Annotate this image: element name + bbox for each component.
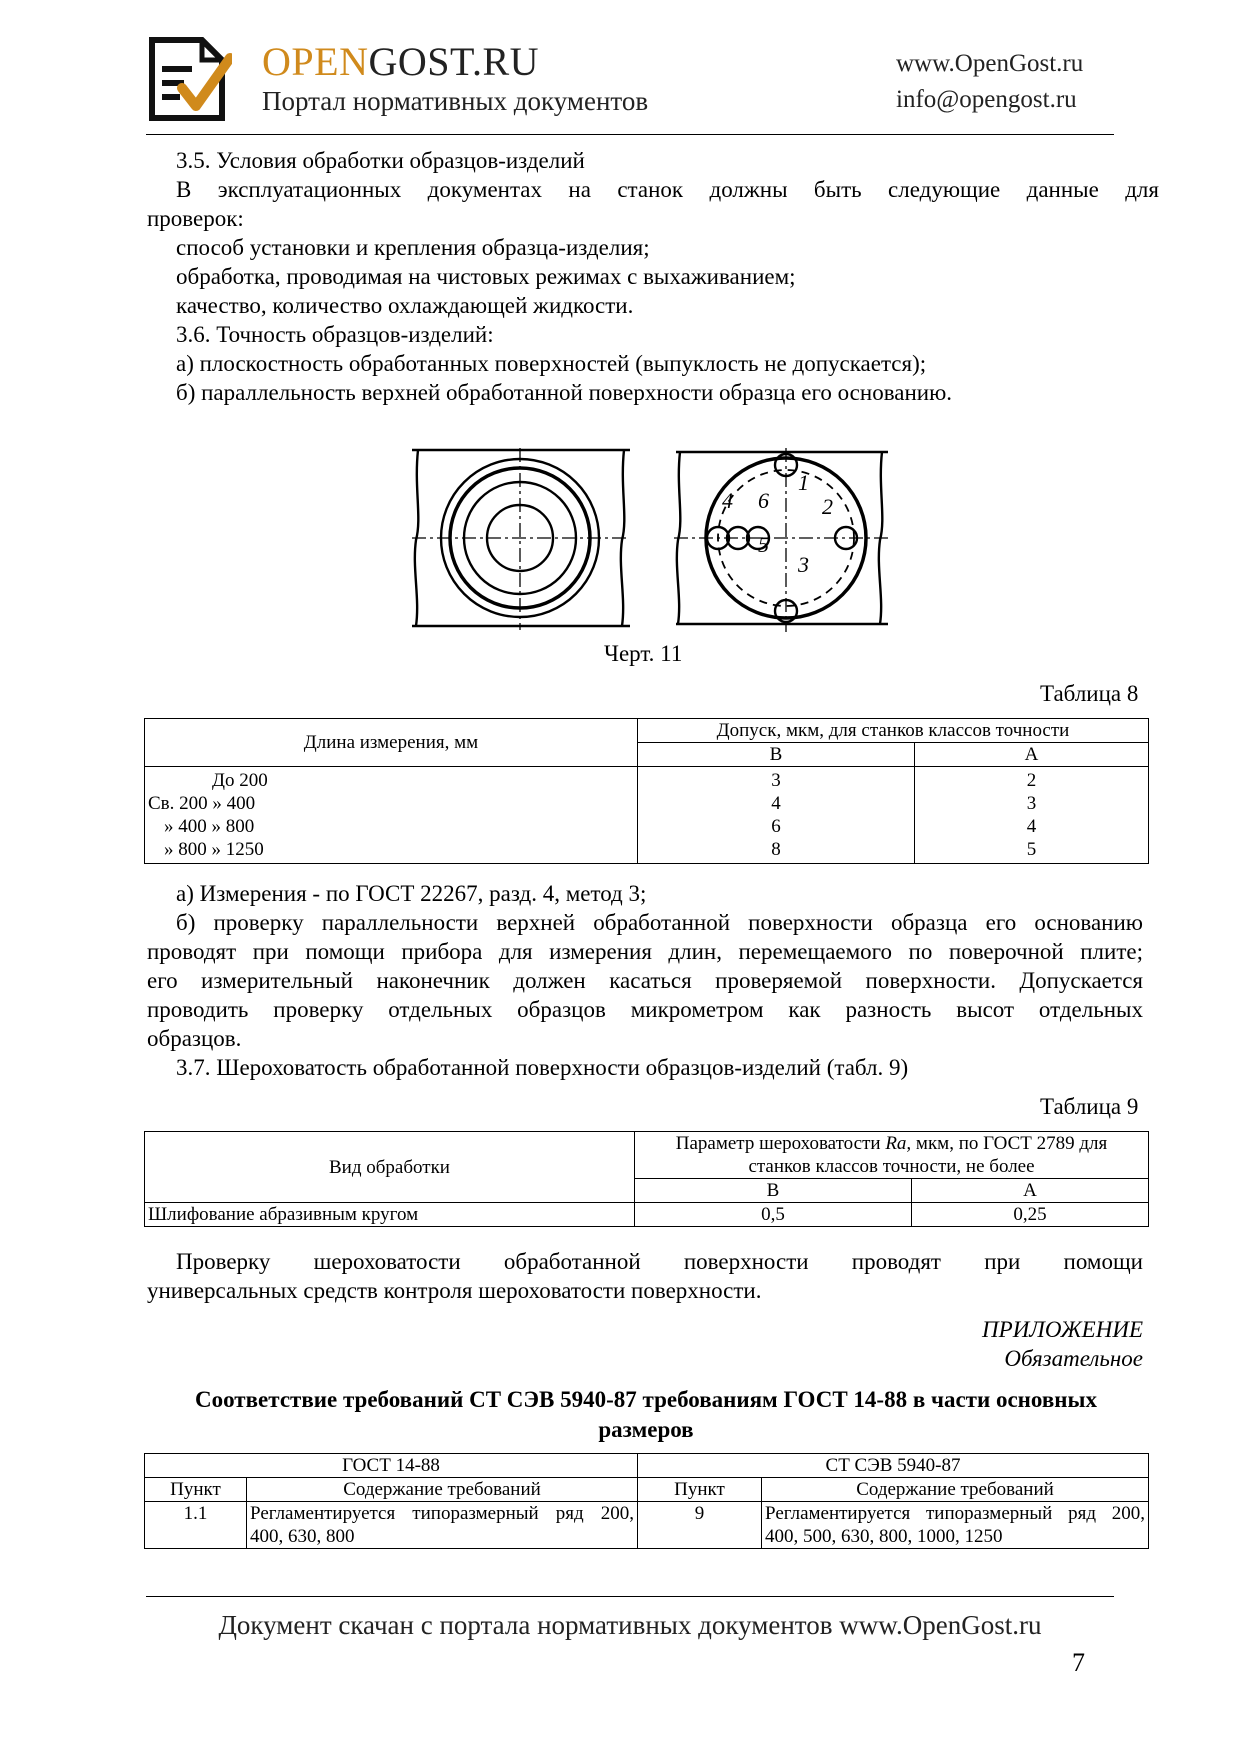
section-3-6-item-a: а) плоскостность обработанных поверхностей (выпуклость не допускается);: [176, 351, 927, 376]
figure-label-4: 4: [722, 488, 733, 513]
table-9-class-b: В: [635, 1179, 912, 1203]
section-3-7-title: 3.7. Шероховатость обработанной поверхности образцов-изделий (табл. 9): [176, 1055, 909, 1080]
table-9-row-b: 0,5: [635, 1203, 912, 1227]
appendix-gost-content-header: Содержание требований: [247, 1478, 638, 1502]
table-9-param-text-1: Параметр шероховатости: [675, 1133, 886, 1154]
header-divider: [146, 134, 1114, 135]
appendix-sev-content-header: Содержание требований: [762, 1478, 1149, 1502]
page-number: 7: [1072, 1648, 1085, 1677]
table-9-row-a: 0,25: [912, 1203, 1149, 1227]
table-8-a-2: 4: [1026, 816, 1037, 837]
table-8-class-b: В: [638, 743, 915, 767]
table-8-a-1: 3: [1026, 793, 1037, 814]
measure-item-b-line-3: его измерительный наконечник должен касаться проверяемой поверхности. Допускается: [147, 968, 1143, 993]
table-8-b-3: 8: [771, 839, 781, 860]
figure-label-1: 1: [798, 470, 809, 495]
footer-text: Документ скачан с портала нормативных документов www.OpenGost.ru: [218, 1610, 1042, 1640]
table-row: [145, 1203, 1149, 1227]
appendix-sev-header: СТ СЭВ 5940-87: [638, 1454, 1149, 1478]
roughness-line-2: универсальных средств контроля шероховатости поверхности.: [147, 1278, 762, 1303]
table-8-b-2: 6: [771, 816, 781, 837]
table-8-a-3: 5: [1026, 839, 1037, 860]
table-8-length-1: Св. 200 » 400: [148, 793, 256, 814]
document-check-logo-icon: [146, 36, 232, 122]
table-8-caption: Таблица 8: [1040, 681, 1139, 706]
brand-logo-text: [262, 38, 539, 85]
roughness-line-1: Проверку шероховатости обработанной поверхности проводят при помощи: [176, 1249, 1143, 1274]
table-9-header-param: [635, 1132, 1149, 1179]
table-8-length-0: До 200: [212, 770, 268, 791]
appendix-table: [144, 1453, 1149, 1549]
table-9-caption: Таблица 9: [1040, 1094, 1139, 1119]
table-row: [145, 1502, 1149, 1549]
measure-item-b-line-2: проводят при помощи прибора для измерения длин, перемещаемого по поверочной плите;: [147, 939, 1143, 964]
section-3-5-item-2: обработка, проводимая на чистовых режимах с выхаживанием;: [176, 264, 796, 289]
appendix-sev-content: Регламентируется типоразмерный ряд 200, 400, 500, 630, 800, 1000, 1250: [762, 1502, 1149, 1549]
figure-label-2: 2: [822, 494, 833, 519]
section-3-5-title: 3.5. Условия обработки образцов-изделий: [176, 148, 585, 173]
table-8-a-0: 2: [1026, 770, 1037, 791]
section-3-5-item-1: способ установки и крепления образца-изделия;: [176, 235, 650, 260]
appendix-gost-header: ГОСТ 14-88: [145, 1454, 638, 1478]
appendix-gost-item: 1.1: [145, 1502, 247, 1549]
brand-gost: GOST.RU: [368, 39, 540, 84]
appendix-title-line-1: Соответствие требований СТ СЭВ 5940-87 требованиям ГОСТ 14-88 в части основных: [195, 1387, 1097, 1412]
figure-caption: Черт. 11: [604, 641, 683, 666]
table-8-b-0: 3: [771, 770, 781, 791]
table-9-class-a: А: [912, 1179, 1149, 1203]
technical-drawing-figure: [412, 448, 902, 632]
measure-item-a: а) Измерения - по ГОСТ 22267, разд. 4, метод 3;: [176, 881, 647, 906]
appendix-sev-item: 9: [638, 1502, 762, 1549]
section-3-6-item-b: б) параллельность верхней обработанной поверхности образца его основанию.: [176, 380, 953, 405]
figure-label-6: 6: [758, 488, 769, 513]
measure-item-b-line-4: проводить проверку отдельных образцов микрометром как разность высот отдельных: [147, 997, 1143, 1022]
brand-open: OPEN: [262, 39, 369, 84]
figure-label-3: 3: [798, 552, 809, 577]
appendix-type: Обязательное: [1004, 1346, 1143, 1371]
footer-divider: [146, 1596, 1114, 1597]
table-8-header-tolerance: Допуск, мкм, для станков классов точности: [638, 719, 1149, 743]
table-8-length-3: » 800 » 1250: [164, 839, 264, 860]
table-8: [144, 718, 1149, 864]
table-9-param-text-2: мкм, по ГОСТ 2789 для: [911, 1133, 1108, 1154]
table-8-b-1: 4: [771, 793, 781, 814]
section-3-5-line-1: В эксплуатационных документах на станок должны быть следующие данные для: [176, 177, 1159, 202]
table-8-class-a: А: [915, 743, 1149, 767]
table-9-header-type: Вид обработки: [145, 1132, 635, 1203]
portal-subtitle: Портал нормативных документов: [262, 86, 649, 116]
table-9-header-param-line-2: станков классов точности, не более: [748, 1156, 1035, 1177]
appendix-title-line-2: размеров: [598, 1417, 694, 1442]
table-9-row-type: Шлифование абразивным кругом: [145, 1203, 635, 1227]
section-3-5-line-2: проверок:: [147, 206, 244, 231]
appendix-label: ПРИЛОЖЕНИЕ: [982, 1317, 1143, 1342]
measure-item-b-line-1: б) проверку параллельности верхней обработанной поверхности образца его основанию: [176, 910, 1143, 935]
table-9-param-ra: Ra,: [885, 1133, 912, 1154]
table-8-data: [145, 767, 1149, 864]
right-specimen-drawing: [674, 448, 892, 632]
appendix-gost-item-header: Пункт: [145, 1478, 247, 1502]
figure-label-5: 5: [758, 532, 769, 557]
section-3-6-title: 3.6. Точность образцов-изделий:: [176, 322, 494, 347]
table-9: [144, 1131, 1149, 1227]
measure-item-b-line-5: образцов.: [147, 1026, 242, 1051]
section-3-5-item-3: качество, количество охлаждающей жидкости.: [176, 293, 634, 318]
left-specimen-drawing: [412, 448, 630, 630]
email-link[interactable]: info@opengost.ru: [896, 86, 1077, 113]
table-8-header-length: Длина измерения, мм: [145, 719, 638, 767]
site-link[interactable]: www.OpenGost.ru: [896, 50, 1084, 77]
table-9-header-param-line-1: [638, 1132, 1145, 1155]
table-8-length-2: » 400 » 800: [164, 816, 255, 837]
appendix-gost-content: Регламентируется типоразмерный ряд 200, 400, 630, 800: [247, 1502, 638, 1549]
appendix-sev-item-header: Пункт: [638, 1478, 762, 1502]
